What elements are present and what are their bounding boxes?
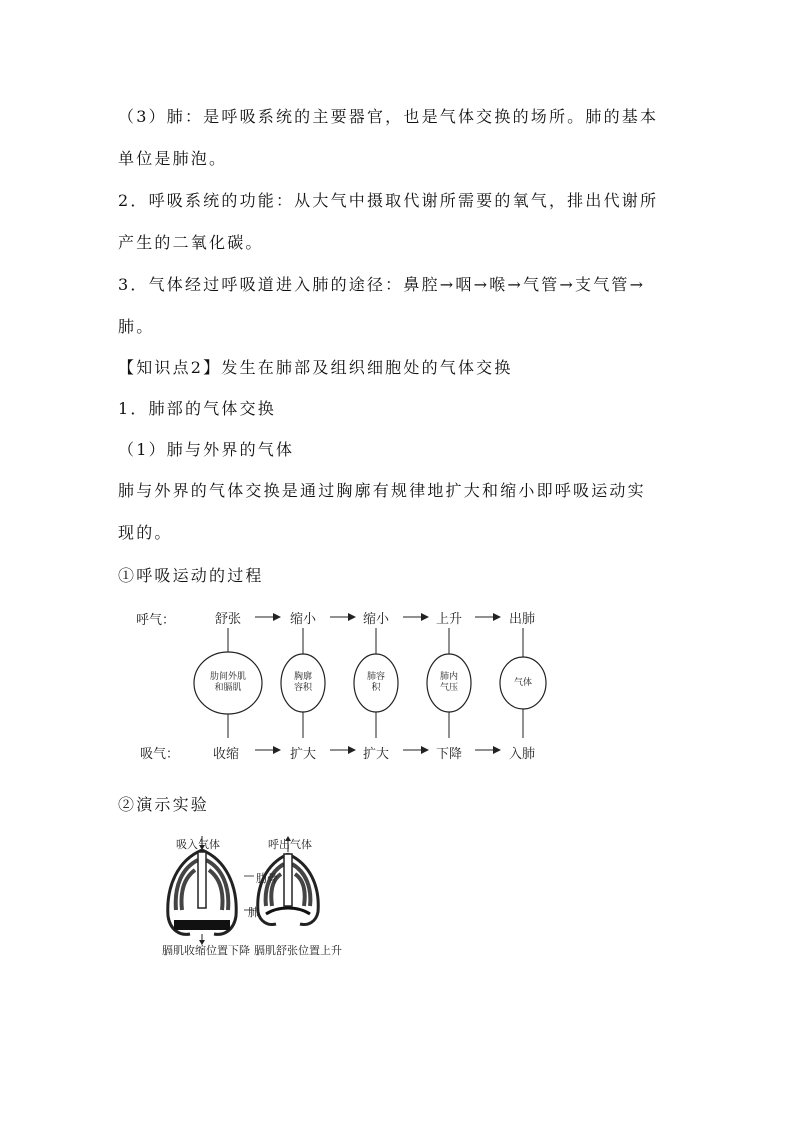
exhale-gas-label: 呼出气体 xyxy=(268,838,312,851)
circle-4-line-2: 气压 xyxy=(439,683,458,693)
text-line-5: 3．气体经过呼吸道进入肺的途径：鼻腔→咽→喉→气管→支气管→ xyxy=(118,275,646,294)
circle-2-line-1: 胸廓 xyxy=(293,672,312,682)
ribcage-illustration xyxy=(162,834,362,958)
text-line-3: 2．呼吸系统的功能：从大气中摄取代谢所需要的氧气，排出代谢所 xyxy=(118,191,659,210)
circle-4 xyxy=(427,672,471,694)
circle-5-line-1: 气体 xyxy=(513,678,532,688)
inhale-gas-label: 吸入气体 xyxy=(176,838,220,851)
inhale-label: 吸气： xyxy=(140,747,180,762)
bottom-step-1: 收缩 xyxy=(213,747,240,762)
circle-3-line-1: 肺容 xyxy=(366,672,385,682)
left-caption: 膈肌收缩位置下降 xyxy=(162,944,250,957)
lung-label: 肺 xyxy=(248,906,259,919)
circle-5 xyxy=(501,678,545,689)
top-step-4: 上升 xyxy=(436,612,463,627)
circle-4-line-1: 肺内 xyxy=(439,672,458,682)
bottom-step-3: 扩大 xyxy=(363,747,390,762)
exhale-label: 呼气： xyxy=(136,613,176,628)
bottom-step-4: 下降 xyxy=(436,747,463,762)
circle-1-line-2: 和膈肌 xyxy=(214,683,242,693)
heading-demo-experiment: ②演示实验 xyxy=(118,795,210,814)
circle-3 xyxy=(354,672,398,694)
circle-3-line-2: 积 xyxy=(371,683,381,693)
text-line-10: 肺与外界的气体交换是通过胸廓有规律地扩大和缩小即呼吸运动实 xyxy=(118,481,646,500)
heading-breathing-process: ①呼吸运动的过程 xyxy=(118,566,264,585)
text-line-1: （3）肺：是呼吸系统的主要器官，也是气体交换的场所。肺的基本 xyxy=(118,107,659,126)
section-heading: 【知识点2】发生在肺部及组织细胞处的气体交换 xyxy=(118,358,513,377)
top-step-1: 舒张 xyxy=(215,612,242,627)
rib-label: 肋骨 xyxy=(256,872,278,885)
subheading-lung-exchange: 1．肺部的气体交换 xyxy=(118,399,276,418)
top-step-2: 缩小 xyxy=(290,612,317,627)
subheading-lung-external: （1）肺与外界的气体 xyxy=(118,440,295,459)
chest-demo-figure xyxy=(162,834,362,958)
text-line-6: 肺。 xyxy=(118,317,155,336)
breathing-process-diagram xyxy=(118,598,558,768)
circle-2-line-2: 容积 xyxy=(293,683,312,693)
top-step-5: 出肺 xyxy=(509,612,536,627)
text-line-4: 产生的二氧化碳。 xyxy=(118,233,264,252)
circle-1 xyxy=(194,672,262,694)
left-ribcage xyxy=(168,836,236,945)
bottom-step-5: 入肺 xyxy=(509,747,536,762)
circle-1-line-1: 肋间外肌 xyxy=(209,672,246,682)
bottom-step-2: 扩大 xyxy=(290,747,317,762)
diagram-lines xyxy=(118,598,558,768)
circle-2 xyxy=(281,672,325,694)
right-caption: 膈肌舒张位置上升 xyxy=(254,944,342,957)
text-line-11: 现的。 xyxy=(118,523,173,542)
top-step-3: 缩小 xyxy=(363,612,390,627)
text-line-2: 单位是肺泡。 xyxy=(118,149,228,168)
